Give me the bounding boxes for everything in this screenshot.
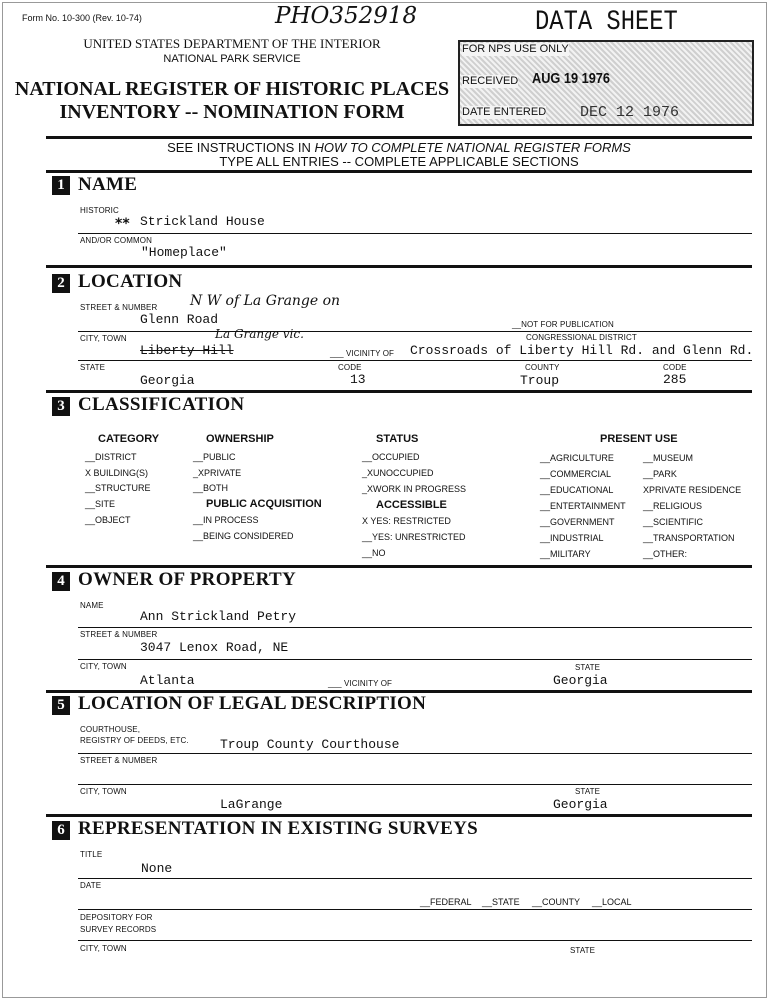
category-option: __STRUCTURE <box>85 483 151 493</box>
county-code-value: 285 <box>663 372 687 387</box>
historic-label: HISTORIC <box>80 206 119 215</box>
acquisition-option: __IN PROCESS <box>193 515 259 525</box>
legal-city-label: CITY, TOWN <box>80 787 127 796</box>
common-name-label: AND/OR COMMON <box>80 236 152 245</box>
owner-street-value: 3047 Lenox Road, NE <box>140 640 289 655</box>
date-entered-stamp: DEC 12 1976 <box>580 104 680 121</box>
legal-street-label: STREET & NUMBER <box>80 756 158 765</box>
present-use-option: __OTHER: <box>643 549 688 559</box>
section-heading-surveys: REPRESENTATION IN EXISTING SURVEYS <box>78 818 479 839</box>
street-handwritten: N W of La Grange on <box>190 293 341 309</box>
county-label: COUNTY <box>525 363 560 372</box>
divider <box>46 814 752 817</box>
section-number: 3 <box>52 397 70 416</box>
received-stamp: AUG 19 1976 <box>532 70 610 87</box>
street-value: Glenn Road <box>140 312 219 327</box>
owner-vicinity-label: ___ VICINITY OF <box>328 679 393 688</box>
legal-state-label: STATE <box>575 787 601 796</box>
depository-label: DEPOSITORY FOR <box>80 913 153 922</box>
congressional-district-label: CONGRESSIONAL DISTRICT <box>526 333 637 342</box>
status-option: _XUNOCCUPIED <box>362 468 434 478</box>
section-heading-location: LOCATION <box>78 271 183 292</box>
divider <box>78 360 752 361</box>
survey-date-label: DATE <box>80 881 102 890</box>
historic-name-value: Strickland House <box>140 214 265 229</box>
ownership-option: __BOTH <box>193 483 229 493</box>
present-use-option: __COMMERCIAL <box>540 469 612 479</box>
present-use-option: __MILITARY <box>540 549 591 559</box>
handwritten-id: PHO352918 <box>275 3 418 29</box>
nps-use-box <box>458 40 754 126</box>
section-number: 6 <box>52 821 70 840</box>
legal-state-value: Georgia <box>553 797 608 812</box>
divider <box>78 878 752 879</box>
acquisition-option: __BEING CONSIDERED <box>193 531 294 541</box>
divider <box>46 390 752 393</box>
present-use-option: __MUSEUM <box>643 453 694 463</box>
owner-name-value: Ann Strickland Petry <box>140 609 297 624</box>
county-value: Troup <box>520 373 560 388</box>
survey-level-state: __STATE <box>482 897 520 907</box>
instructions-line2: TYPE ALL ENTRIES -- COMPLETE APPLICABLE SECTIONS <box>219 154 579 169</box>
county-code-label: CODE <box>663 363 687 372</box>
street-label: STREET & NUMBER <box>80 303 158 312</box>
instructions-title: HOW TO COMPLETE NATIONAL REGISTER FORMS <box>314 140 631 155</box>
owner-state-value: Georgia <box>553 673 608 688</box>
present-use-option: __INDUSTRIAL <box>540 533 604 543</box>
survey-level-local: __LOCAL <box>592 897 632 907</box>
present-use-option: __TRANSPORTATION <box>643 533 735 543</box>
present-use-header: PRESENT USE <box>600 433 678 445</box>
divider <box>78 784 752 785</box>
form-title-line1: NATIONAL REGISTER OF HISTORIC PLACES <box>14 78 450 100</box>
agency: NATIONAL PARK SERVICE <box>163 53 301 65</box>
date-entered-label: DATE ENTERED <box>462 106 547 118</box>
present-use-option: XPRIVATE RESIDENCE <box>643 485 742 495</box>
category-option: __DISTRICT <box>85 452 137 462</box>
section-heading-classification: CLASSIFICATION <box>78 394 245 415</box>
section-heading-owner: OWNER OF PROPERTY <box>78 569 297 590</box>
divider <box>78 909 752 910</box>
survey-city-label: CITY, TOWN <box>80 944 127 953</box>
department: UNITED STATES DEPARTMENT OF THE INTERIOR <box>83 36 381 51</box>
divider <box>78 753 752 754</box>
instructions-line1 <box>46 141 752 155</box>
state-label: STATE <box>80 363 106 372</box>
divider <box>46 136 752 139</box>
category-option: __OBJECT <box>85 515 131 525</box>
divider <box>78 659 752 660</box>
received-label: RECEIVED <box>462 75 519 87</box>
legal-city-value: LaGrange <box>220 797 283 812</box>
owner-city-value: Atlanta <box>140 673 195 688</box>
owner-state-label: STATE <box>575 663 601 672</box>
city-handwritten: La Grange vic. <box>215 327 304 341</box>
status-header: STATUS <box>376 433 419 445</box>
form-number: Form No. 10-300 (Rev. 10-74) <box>22 13 142 23</box>
survey-level-federal: __FEDERAL <box>420 897 472 907</box>
not-for-publication: __NOT FOR PUBLICATION <box>512 320 614 329</box>
accessible-option: __YES: UNRESTRICTED <box>362 532 466 542</box>
survey-records-label: SURVEY RECORDS <box>80 925 157 934</box>
section-number: 2 <box>52 274 70 293</box>
state-code-label: CODE <box>338 363 362 372</box>
divider <box>46 265 752 268</box>
accessible-option: X YES: RESTRICTED <box>362 516 451 526</box>
category-option: X BUILDING(S) <box>85 468 149 478</box>
public-acquisition-header: PUBLIC ACQUISITION <box>206 498 322 510</box>
city-label: CITY, TOWN <box>80 334 127 343</box>
status-option: _XWORK IN PROGRESS <box>362 484 467 494</box>
owner-street-label: STREET & NUMBER <box>80 630 158 639</box>
status-option: __OCCUPIED <box>362 452 420 462</box>
divider <box>46 565 752 568</box>
accessible-option: __NO <box>362 548 386 558</box>
section-number: 4 <box>52 572 70 591</box>
divider <box>78 233 752 234</box>
section-number: 5 <box>52 696 70 715</box>
vicinity-value: Crossroads of Liberty Hill Rd. and Glenn Rd. <box>410 343 754 358</box>
section-heading-legal: LOCATION OF LEGAL DESCRIPTION <box>78 693 427 714</box>
present-use-option: __EDUCATIONAL <box>540 485 614 495</box>
city-value: Liberty Hill <box>140 343 234 358</box>
survey-state-label: STATE <box>570 946 596 955</box>
section-heading-name: NAME <box>78 174 138 195</box>
state-code-value: 13 <box>350 372 366 387</box>
courthouse-label: COURTHOUSE, <box>80 725 141 734</box>
present-use-option: __RELIGIOUS <box>643 501 703 511</box>
present-use-option: __SCIENTIFIC <box>643 517 704 527</box>
divider <box>78 331 752 332</box>
form-title-line2: INVENTORY -- NOMINATION FORM <box>59 101 405 123</box>
divider <box>46 170 752 173</box>
instructions-text: SEE INSTRUCTIONS IN <box>167 140 315 155</box>
registry-label: REGISTRY OF DEEDS, ETC. <box>80 736 189 745</box>
ownership-option: __PUBLIC <box>193 452 236 462</box>
owner-name-label: NAME <box>80 601 104 610</box>
common-name-value: "Homeplace" <box>141 245 227 260</box>
survey-level-county: __COUNTY <box>532 897 581 907</box>
present-use-option: __ENTERTAINMENT <box>540 501 626 511</box>
present-use-option: __PARK <box>643 469 677 479</box>
ownership-header: OWNERSHIP <box>206 433 274 445</box>
survey-title-value: None <box>141 861 173 876</box>
nps-use-label: FOR NPS USE ONLY <box>462 43 569 55</box>
present-use-option: __GOVERNMENT <box>540 517 615 527</box>
courthouse-value: Troup County Courthouse <box>220 737 400 752</box>
historic-mark: ** <box>115 216 130 232</box>
present-use-option: __AGRICULTURE <box>540 453 614 463</box>
divider <box>78 627 752 628</box>
divider <box>78 940 752 941</box>
owner-city-label: CITY, TOWN <box>80 662 127 671</box>
section-number: 1 <box>52 176 70 195</box>
category-option: __SITE <box>85 499 116 509</box>
ownership-option: _XPRIVATE <box>193 468 242 478</box>
survey-title-label: TITLE <box>80 850 103 859</box>
accessible-header: ACCESSIBLE <box>376 499 447 511</box>
data-sheet-stamp: DATA SHEET <box>535 7 678 38</box>
category-header: CATEGORY <box>98 433 160 445</box>
state-value: Georgia <box>140 373 195 388</box>
vicinity-label: ___ VICINITY OF <box>330 349 395 358</box>
